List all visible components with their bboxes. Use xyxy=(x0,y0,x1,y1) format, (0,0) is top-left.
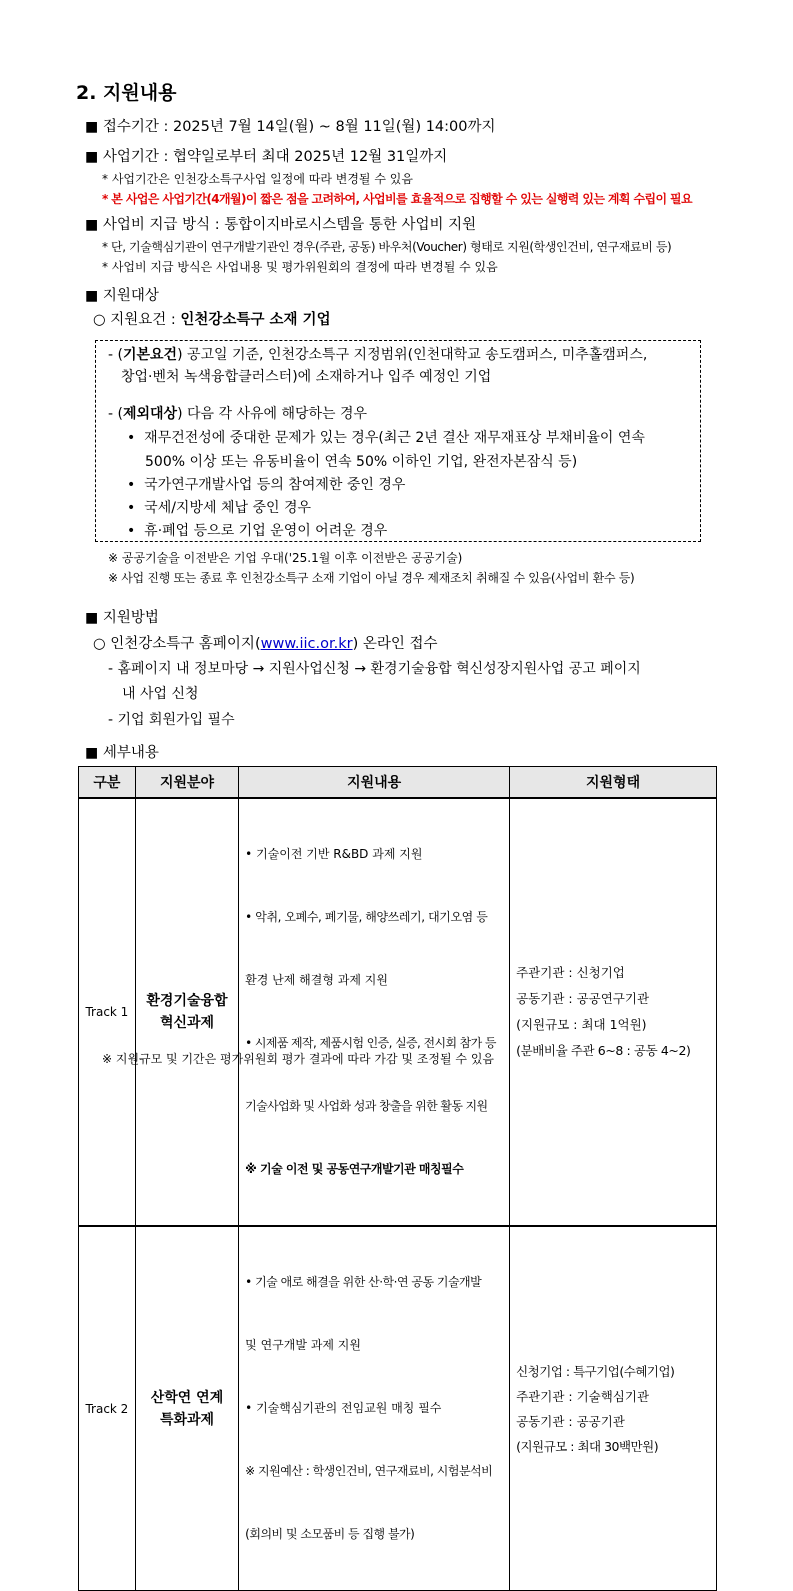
form-line: 공동기관 : 공공기관 xyxy=(516,1413,625,1429)
membership-required: - 기업 회원가입 필수 xyxy=(108,712,235,728)
content-line: • 기술핵심기관의 전임교원 매칭 필수 xyxy=(245,1401,442,1415)
basic-requirement-line1 xyxy=(108,344,647,364)
content-cell xyxy=(239,1226,510,1591)
content-line: (회의비 및 소모품비 등 집행 불가) xyxy=(245,1527,415,1541)
dot-icon: • xyxy=(127,477,136,493)
content-line: • 악취, 오폐수, 폐기물, 해양쓰레기, 대기오염 등 xyxy=(245,910,488,924)
support-table xyxy=(78,766,717,1591)
sanction-note: ※ 사업 진행 또는 종료 후 인천강소특구 소재 기업이 아닐 경우 제재조치 취해질 수 있음(사업비 환수 등) xyxy=(108,571,635,585)
support-target-text: 지원대상 xyxy=(102,288,159,304)
content-line: ※ 지원예산 : 학생인건비, 연구재료비, 시험분석비 xyxy=(245,1464,493,1478)
requirement-label: 지원요건 : xyxy=(110,312,181,328)
exclusion-item-1 xyxy=(127,427,645,447)
payment-method-text: 사업비 지급 방식 : 통합이지바로시스템을 통한 사업비 지원 xyxy=(102,217,477,233)
field-cell xyxy=(135,1226,238,1591)
field-name-line2: 혁신과제 xyxy=(159,1015,215,1031)
support-method-text: 지원방법 xyxy=(102,610,159,626)
support-target xyxy=(85,284,159,305)
preference-note: ※ 공공기술을 이전받은 기업 우대('25.1월 이후 이전받은 공공기술) xyxy=(108,551,463,565)
content-line: • 기술 애로 해결을 위한 산·학·연 공동 기술개발 xyxy=(245,1275,482,1289)
dot-icon: • xyxy=(127,523,136,539)
content-cell xyxy=(239,798,510,1226)
table-row xyxy=(79,798,717,1226)
field-name-line2: 특화과제 xyxy=(159,1411,215,1428)
support-method xyxy=(85,606,159,627)
circle-bullet-icon: ○ xyxy=(93,312,106,328)
online-application xyxy=(93,632,438,653)
exclusion-item-4 xyxy=(127,520,387,540)
online-application-pre: 인천강소특구 홈페이지( xyxy=(110,636,261,652)
form-line: 주관기관 : 신청기업 xyxy=(516,965,625,980)
track-cell: Track 2 xyxy=(79,1226,136,1591)
exclusion-item-4-text: 휴·폐업 등으로 기업 운영이 어려운 경우 xyxy=(144,523,388,539)
square-bullet-icon: ■ xyxy=(85,149,99,165)
table-header: 지원분야 xyxy=(135,767,238,799)
exclusion-item-3 xyxy=(127,497,311,517)
details-text: 세부내용 xyxy=(102,745,159,761)
content-line: 기술사업화 및 사업화 성과 창출을 위한 활동 지원 xyxy=(245,1099,488,1113)
dot-icon: • xyxy=(127,430,136,446)
square-bullet-icon: ■ xyxy=(85,217,99,233)
table-header-row xyxy=(79,767,717,799)
form-line: (지원규모 : 최대 1억원) xyxy=(516,1017,647,1032)
exclusion-item-2 xyxy=(127,474,405,494)
homepage-link[interactable]: www.iic.or.kr xyxy=(260,636,353,652)
section-heading: 2. 지원내용 xyxy=(76,82,177,104)
content-line: • 시제품 제작, 제품시험 인증, 실증, 전시회 참가 등 xyxy=(245,1036,496,1050)
basic-requirement-line2: 창업·벤처 녹색융합클러스터)에 소재하거나 입주 예정인 기업 xyxy=(121,369,492,385)
circle-bullet-icon: ○ xyxy=(93,636,106,652)
exclusion-line xyxy=(108,403,367,423)
form-cell xyxy=(510,1226,717,1591)
form-line: 신청기업 : 특구기업(수혜기업) xyxy=(516,1363,675,1379)
square-bullet-icon: ■ xyxy=(85,119,99,135)
form-line: 주관기관 : 기술핵심기관 xyxy=(516,1388,650,1404)
footer-note: ※ 지원규모 및 기간은 평가위원회 평가 결과에 따라 가감 및 조정될 수 있음 xyxy=(102,1052,494,1066)
exclusion-text: ) 다음 각 사유에 해당하는 경우 xyxy=(177,406,368,422)
table-header: 지원형태 xyxy=(510,767,717,799)
application-path-cont: 내 사업 신청 xyxy=(122,686,199,702)
exclusion-item-2-text: 국가연구개발사업 등의 참여제한 중인 경우 xyxy=(144,477,406,493)
square-bullet-icon: ■ xyxy=(85,610,99,626)
dot-icon: • xyxy=(127,500,136,516)
exclusion-prefix: - ( xyxy=(108,406,123,422)
field-name-line1: 환경기술융합 xyxy=(146,993,228,1009)
support-requirement xyxy=(93,308,331,329)
exclusion-label: 제외대상 xyxy=(122,406,178,422)
form-line: (지원규모 : 최대 30백만원) xyxy=(516,1438,659,1454)
online-application-post: ) 온라인 접수 xyxy=(352,636,438,652)
details xyxy=(85,741,159,762)
basic-prefix: - ( xyxy=(108,347,123,363)
requirement-value: 인천강소특구 소재 기업 xyxy=(180,312,331,328)
project-period-warning: * 본 사업은 사업기간(4개월)이 짧은 점을 고려하여, 사업비를 효율적으로 집행할 수 있는 실행력 있는 계획 수립이 필요 xyxy=(102,192,693,206)
track-cell: Track 1 xyxy=(79,798,136,1226)
basic-text: ) 공고일 기준, 인천강소특구 지정범위(인천대학교 송도캠퍼스, 미추홀캠퍼스, xyxy=(177,347,648,363)
payment-method xyxy=(85,213,476,234)
project-period xyxy=(85,145,447,166)
table-header: 구분 xyxy=(79,767,136,799)
content-line: 환경 난제 해결형 과제 지원 xyxy=(245,973,388,987)
exclusion-item-3-text: 국세/지방세 체납 중인 경우 xyxy=(144,500,312,516)
content-line: 및 연구개발 과제 지원 xyxy=(245,1338,361,1352)
project-period-note: * 사업기간은 인천강소특구사업 일정에 따라 변경될 수 있음 xyxy=(102,172,413,186)
field-name-line1: 산학연 연계 xyxy=(150,1389,224,1406)
reception-period-text: 접수기간 : 2025년 7월 14일(월) ~ 8월 11일(월) 14:00까지 xyxy=(102,119,496,135)
field-cell xyxy=(135,798,238,1226)
payment-note-1: * 단, 기술핵심기관이 연구개발기관인 경우(주관, 공동) 바우처(Voucher) 형태로 지원(학생인건비, 연구재료비 등) xyxy=(102,240,672,254)
project-period-text: 사업기간 : 협약일로부터 최대 2025년 12월 31일까지 xyxy=(102,149,448,165)
content-line-bold: ※ 기술 이전 및 공동연구개발기관 매칭필수 xyxy=(245,1162,464,1176)
square-bullet-icon: ■ xyxy=(85,745,99,761)
form-line: (분배비율 주관 6~8 : 공동 4~2) xyxy=(516,1043,691,1058)
exclusion-item-1-cont: 500% 이상 또는 유동비율이 연속 50% 이하인 기업, 완전자본잠식 등) xyxy=(145,454,578,470)
square-bullet-icon: ■ xyxy=(85,288,99,304)
form-line: 공동기관 : 공공연구기관 xyxy=(516,991,650,1006)
payment-note-2: * 사업비 지급 방식은 사업내용 및 평가위원회의 결정에 따라 변경될 수 있음 xyxy=(102,260,498,274)
reception-period xyxy=(85,115,496,136)
form-cell xyxy=(510,798,717,1226)
table-row xyxy=(79,1226,717,1591)
content-line: • 기술이전 기반 R&BD 과제 지원 xyxy=(245,847,423,861)
exclusion-item-1-text: 재무건전성에 중대한 문제가 있는 경우(최근 2년 결산 재무재표상 부채비율이 연속 xyxy=(144,430,645,446)
basic-label: 기본요건 xyxy=(122,347,178,363)
table-header: 지원내용 xyxy=(239,767,510,799)
application-path: - 홈페이지 내 정보마당 → 지원사업신청 → 환경기술융합 혁신성장지원사업 공고 페이지 xyxy=(108,661,641,677)
